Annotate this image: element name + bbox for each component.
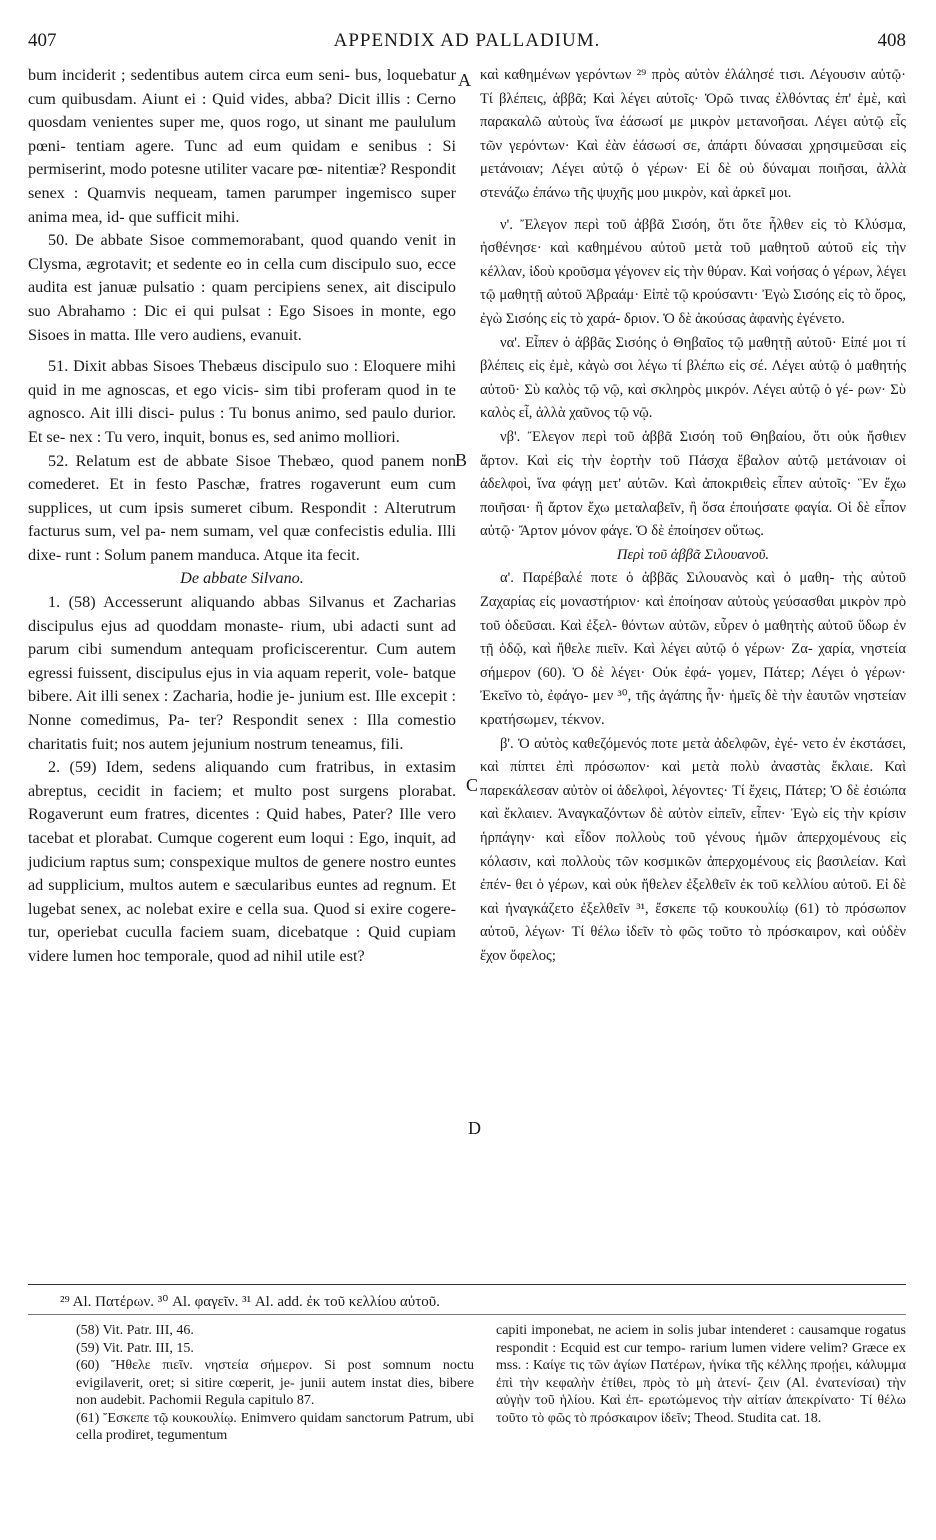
latin-column [28, 64, 456, 969]
right-page-number: 408 [877, 30, 906, 51]
note-58: (58) Vit. Patr. III, 46. [76, 1323, 194, 1338]
footnote-divider [28, 1284, 906, 1285]
latin-section-title: De abbate Silvano. [180, 569, 304, 588]
note-60: (60) Ἤθελε πιεῖν. νηστεία σήμερον. Si post somnum noctu evigilaverit, oret; si sitire cœperit, je- junii autem instat dies, bibere non audebit. Pachomii Regula capitulo 87. [76, 1358, 474, 1408]
running-title: APPENDIX AD PALLADIUM. [333, 30, 601, 51]
note-61: (61) Ἔσκεπε τῷ κουκουλίῳ. Enimvero quidam sanctorum Patrum, ubi cella prodiret, tegumentum [76, 1410, 474, 1443]
margin-marker-b: B [455, 450, 468, 470]
latin-silvanus-1: 1. (58) Accesserunt aliquando abbas Silvanus et Zacharias discipulus ejus ad quoddam monaste- rium, ubi adacti sunt ad parum cibi sumendum antequam proficiscerentur. Cum autem egressi fuissent, discipulus ejus in via aquam reperit, vole- batque bibere. Ait illi senex : Zacharia, hodie je- junium est. Ille excepit : Nonne comedimus, Pa- ter? Respondit senex : Illa comestio charitatis fuit; nos autem jejunium nostrum teneamus, fili. [28, 593, 456, 753]
greek-silvanus-1: α'. Παρέβαλέ ποτε ὁ ἀββᾶς Σιλουανὸς καὶ ὁ μαθη- τὴς αὐτοῦ Ζαχαρίας εἰς μοναστήριον· καὶ ἐποίησαν αὐτοὺς γεύσασθαι μικρὸν πρὸ τοῦ ὁδεῦσαι. Καὶ ἐξελ- θόντων αὐτῶν, εὗρεν ὁ μαθητὴς αὐτοῦ ὕδωρ ἐν τῇ ὁδῷ, καὶ ἤθελε πιεῖν. Καὶ λέγει αὐτῷ ὁ γέρων· Ζα- χαρία, νηστεία σήμερον (60). Ὁ δὲ λέγει· Οὐκ ἐφά- γομεν, Πάτερ; Λέγει ὁ γέρων· Ἐκεῖνο τὸ, ἐφάγο- μεν ³⁰, τῆς ἀγάπης ἦν· ἡμεῖς δὲ τὴν ἑαυτῶν νηστείαν κρατήσωμεν, τέκνον. [480, 570, 906, 729]
margin-marker-a: A [458, 70, 471, 90]
greek-paragraph-49-end: καὶ καθημένων γερόντων ²⁹ πρὸς αὐτὸν ἐλάλησέ τισι. Λέγουσιν αὐτῷ· Τί βλέπεις, ἀββᾶ; Καὶ λέγει αὐτοῖς· Ὁρῶ τινας ἐλθόντας ἐπ' ἐμὲ, καὶ παρακαλῶ αὐτοὺς ἵνα ἐάσωσί με μικρὸν μετανοῆσαι. Λέγει αὐτῷ εἷς τῶν γερόντων· Καὶ ἐὰν ἐάσωσί σε, ἀπάρτι δύνασαι χρησιμεῦσαι εἰς μετάνοιαν; Λέγει αὐτῷ ὁ γέρων· Εἰ δὲ οὐ δύναμαι ποιῆσαι, ἀλλὰ στενάζω ἐπάνω τῆς ψυχῆς μου μικρὸν, καὶ ἀρκεῖ μοι. [480, 67, 906, 201]
greek-section-title: Περὶ τοῦ ἀββᾶ Σιλουανοῦ. [616, 546, 770, 563]
note-59: (59) Vit. Patr. III, 15. [76, 1340, 194, 1356]
margin-marker-c: C [466, 775, 479, 795]
latin-paragraph-49-end: bum inciderit ; sedentibus autem circa eum seni- bus, loquebatur cum quibusdam. Aiunt ei : Quid vides, abba? Dicit illis : Cerno quosdam venientes super me, quos rogo, ut sinant me paululum pœni- tentiam agere. Tunc ad eum quidam e senibus : Si permiserint, modo potesne utiliter vacare pœ- nitentiæ? Respondit senex : Quamvis nequeam, tamen parumper ingemisco super anima mea, id- que sufficit mihi. [28, 66, 456, 226]
greek-paragraph-52: νβ'. Ἔλεγον περὶ τοῦ ἀββᾶ Σισόη τοῦ Θηβαίου, ὅτι οὐκ ἤσθιεν ἄρτον. Καὶ εἰς τὴν ἑορτὴν τοῦ Πάσχα ἔβαλον αὐτῷ μετάνοιαν οἱ ἀδελφοὶ, ἵνα φάγῃ μετ' αὐτῶν. Καὶ ἀποκριθεὶς εἶπεν αὐτοῖς· Ἓν ἔχω ποιῆσαι· ἢ ἄρτον ἔχω μεταλαβεῖν, ἢ ὅσα ἐποιήσατε φαγία. Οἱ δὲ εἶπον αὐτῷ· Ἄρτον μόνον φάγε. Ὁ δὲ ἐποίησεν οὕτως. [480, 428, 906, 540]
notes-right-column [496, 1322, 906, 1427]
note-61-continued: capiti imponebat, ne aciem in solis jubar intenderet : causamque rogatus respondit : Ecquid est cur tempo- rarium lumen videre velim? Græce ex mss. : Καίγε τις τῶν ἁγίων Πατέρων, ἡνίκα τῆς κέλλης προῄει, κάλυμμα ἐπὶ τὴν κεφαλὴν ἐτίθει, πρὸς τὸ μὴ ἀτενί- ζειν (Al. ἐνατενίσαι) τὴν αὐγὴν τοῦ ἡλίου. Καὶ ἐπ- ερωτώμενος τὴν αἰτίαν ἀπεκρίνατο· Τί θέλω τοῦτο τὸ φῶς τὸ πρόσκαιρον ἰδεῖν; Theod. Studita cat. 18. [496, 1323, 906, 1426]
margin-marker-d: D [468, 1118, 481, 1138]
latin-paragraph-52: 52. Relatum est de abbate Sisoe Thebæo, quod panem non comederet. Et in festo Paschæ, fratres rogaverunt eum cum supplices, ut cum ipsis sumeret cibum. Respondit : Alterutrum facturus sum, vel pa- nem sumam, vel quæ confecistis edulia. Illi dixe- runt : Solum panem manduca. Atque ita fecit. [28, 451, 456, 564]
greek-column [480, 64, 906, 969]
variant-footnotes: ²⁹ Al. Πατέρων. ³⁰ Al. φαγεῖν. ³¹ Al. add. ἐκ τοῦ κελλίου αὐτοῦ. [60, 1294, 440, 1310]
notes-left-column [76, 1322, 474, 1445]
latin-silvanus-2: 2. (59) Idem, sedens aliquando cum fratribus, in extasim abreptus, cecidit in faciem; et multo post surgens plorabat. Rogaverunt eum fratres, dicentes : Quid habes, Pater? Ille vero tacebat et plorabat. Cumque cogerent eum loqui : Ego, inquit, ad judicium raptus sum; conspexique multos de genere nostro euntes ad supplicium, multos autem e sæcularibus euntes ad regnum. Et lugebat senex, ac nolebat exire e cella sua. Quod si exire cogere- tur, operiebat cucullа faciem suam, dicebatque : Quid cupiam videre lumen hoc temporale, quod ad nihil utile est? [28, 758, 456, 965]
running-header [28, 30, 906, 60]
latin-paragraph-51: 51. Dixit abbas Sisoes Thebæus discipulo suo : Eloquere mihi quid in me agnoscas, et ego vicis- sim tibi proferam quod in te agnosco. Ait illi disci- pulus : Tu bonus animo, sed paulo durior. Et se- nex : Tu vero, inquit, bonus es, sed animo molliori. [28, 357, 456, 446]
greek-paragraph-51: να'. Εἶπεν ὁ ἀββᾶς Σισόης ὁ Θηβαῖος τῷ μαθητῇ αὐτοῦ· Εἰπέ μοι τί βλέπεις εἰς ἐμὲ, κἀγὼ σοι λέγω τί βλέπω εἰς σέ. Λέγει αὐτῷ ὁ μαθητής αὐτοῦ· Σὺ καλὸς τῷ νῷ, καὶ σκληρὸς μικρόν. Λέγει αὐτῷ ὁ γέ- ρων· Σὺ καλὸς εἶ, ἀλλὰ χαῦνος τῷ νῷ. [480, 334, 906, 422]
notes-divider [28, 1314, 906, 1315]
latin-paragraph-50: 50. De abbate Sisoe commemorabant, quod quando venit in Clysma, ægrotavit; et sedente eo in cella cum discipulo suo, ecce audita est januæ pulsatio : quam percipiens senex, ait discipulo suo Abrahamo : Dic ei qui pulsat : Ego Sisoes in monte, ego Sisoes in matta. Ille vero audiens, evanuit. [28, 231, 456, 344]
greek-paragraph-50: ν'. Ἔλεγον περὶ τοῦ ἀββᾶ Σισόη, ὅτι ὅτε ἦλθεν εἰς τὸ Κλύσμα, ἠσθένησε· καὶ καθημένου αὐτοῦ μετὰ τοῦ μαθητοῦ αὐτοῦ εἰς τὴν κέλλαν, ἰδοὺ κροῦσμα γέγονεν εἰς τὴν θύραν. Καὶ νοήσας ὁ γέρων, λέγει τῷ μαθητῇ αὐτοῦ Ἀβραάμ· Εἰπὲ τῷ κρούσαντι· Ἐγὼ Σισόης εἰς τὸ ὄρος, ἐγὼ Σισόης εἰς τὸ χαρά- δριον. Ὁ δὲ ἀκούσας ἀφανὴς ἐγένετο. [480, 216, 906, 327]
left-page-number: 407 [28, 30, 57, 51]
greek-silvanus-2: β'. Ὁ αὐτὸς καθεζόμενός ποτε μετὰ ἀδελφῶν, ἐγέ- νετο ἐν ἐκστάσει, καὶ πίπτει ἐπὶ πρόσωπον· καὶ μετὰ πολὺ ἀναστὰς ἔκλαιε. Καὶ παρεκάλεσαν αὐτὸν οἱ ἀδελφοὶ, λέγοντες· Τί ἔχεις, Πάτερ; Ὁ δὲ ἐσιώπα καὶ ἔκλαιεν. Ἀναγκαζόντων δὲ αὐτὸν εἰπεῖν, εἶπεν· Ἐγὼ εἰς τὴν κρίσιν ἡρπάγην· καὶ εἶδον πολλοὺς τοῦ γένους ἡμῶν ἀπερχομένους εἰς κόλασιν, καὶ πολλοὺς τῶν κοσμικῶν ἀπερχομένους εἰς βασιλείαν. Καὶ ἐπέν- θει ὁ γέρων, καὶ οὐκ ἤθελεν ἐξελθεῖν ἐκ τοῦ κελλίου αὐτοῦ. Εἰ δὲ καὶ ἠναγκάζετο ἐξελθεῖν ³¹, ἔσκεπε τῷ κουκουλίῳ (61) τὸ πρόσωπον αὐτοῦ, λέγων· Τί θέλω ἰδεῖν τὸ φῶς τοῦτο τὸ πρόσκαιρον, καὶ οὐδὲν ἔχον ὄφελος; [480, 735, 906, 964]
